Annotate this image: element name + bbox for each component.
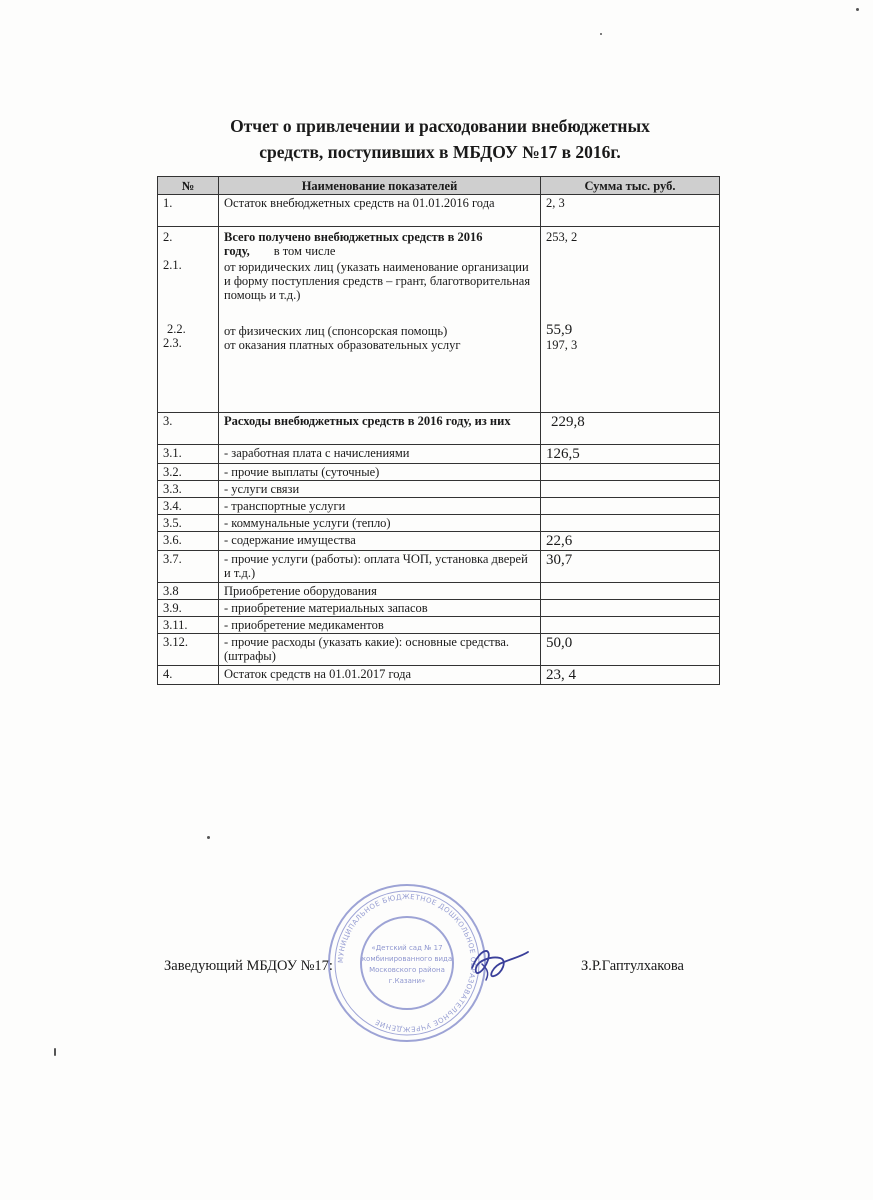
table-row [158, 583, 720, 600]
row-name: - приобретение медикаментов [219, 617, 541, 634]
row-num: 3.2. [158, 464, 219, 481]
name-2-sub: в том числе [273, 244, 336, 258]
row-sum [541, 515, 720, 532]
row-num: 3.12. [158, 634, 219, 666]
table-row [158, 666, 720, 685]
sum-2-3: 197, 3 [546, 338, 578, 352]
handwritten-signature [462, 938, 532, 988]
row-name: Расходы внебюджетных средств в 2016 году, из них [219, 413, 541, 445]
report-title [160, 113, 720, 165]
row-num: 3.8 [158, 583, 219, 600]
svg-text:Московского района: Московского района [369, 966, 445, 974]
table-row [158, 551, 720, 583]
svg-text:МУНИЦИПАЛЬНОЕ БЮДЖЕТНОЕ ДОШКОЛ: МУНИЦИПАЛЬНОЕ БЮДЖЕТНОЕ ДОШКОЛЬНОЕ ОБРАЗОВАТЕЛЬНОЕ УЧРЕЖДЕНИЕ [336, 892, 478, 1034]
row-name: - прочие выплаты (суточные) [219, 464, 541, 481]
svg-text:г.Казани»: г.Казани» [388, 977, 426, 985]
table-header-row [158, 177, 720, 195]
table-row [158, 532, 720, 551]
row-num: 3.9. [158, 600, 219, 617]
table-row-income-block [158, 227, 720, 413]
name-2-main: Всего получено внебюджетных средств в 2016 году, [224, 230, 483, 258]
signature-name: З.Р.Гаптулхакова [581, 958, 684, 974]
title-line-1: Отчет о привлечении и расходовании внебюджетных [230, 116, 650, 136]
row-name: Остаток средств на 01.01.2017 года [219, 666, 541, 685]
svg-text:«Детский сад № 17: «Детский сад № 17 [371, 944, 443, 952]
row-sum: 126,5 [541, 445, 720, 464]
table-row [158, 600, 720, 617]
scan-speck [856, 8, 859, 11]
scan-speck [54, 1048, 56, 1056]
row-sum: 50,0 [541, 634, 720, 666]
row-num: 3.11. [158, 617, 219, 634]
row-name: - приобретение материальных запасов [219, 600, 541, 617]
num-2: 2. [163, 230, 173, 244]
sum-2-2: 55,9 [546, 322, 573, 338]
svg-text:комбинированного вида: комбинированного вида [361, 955, 453, 963]
table-row [158, 515, 720, 532]
row-num: 3.5. [158, 515, 219, 532]
report-table [157, 176, 720, 685]
num-2-3: 2.3. [163, 336, 182, 350]
row-sum: 23, 4 [541, 666, 720, 685]
row-name: Остаток внебюджетных средств на 01.01.2016 года [219, 195, 541, 227]
num-2-1: 2.1. [163, 258, 182, 272]
row-sum: 2, 3 [541, 195, 720, 227]
header-name: Наименование показателей [219, 177, 541, 195]
table-row [158, 498, 720, 515]
table-row [158, 445, 720, 464]
row-num: 1. [158, 195, 219, 227]
table-row [158, 195, 720, 227]
row-name: - прочие расходы (указать какие): основные средства. (штрафы) [219, 634, 541, 666]
title-line-2: средств, поступивших в МБДОУ №17 в 2016г. [259, 142, 621, 162]
row-num: 3.6. [158, 532, 219, 551]
table-row [158, 464, 720, 481]
row-num-block [158, 227, 219, 413]
row-sum: 22,6 [541, 532, 720, 551]
name-2-1: от юридических лиц (указать наименование организации и форму поступления средств – грант, благотворительная помощь и т.д.) [224, 260, 531, 302]
row-sum-block [541, 227, 720, 413]
row-num: 3.7. [158, 551, 219, 583]
row-sum [541, 583, 720, 600]
num-2-2: 2.2. [167, 322, 186, 336]
name-2 [224, 230, 535, 258]
row-name: - содержание имущества [219, 532, 541, 551]
table-row [158, 617, 720, 634]
row-name: - транспортные услуги [219, 498, 541, 515]
row-name: - коммунальные услуги (тепло) [219, 515, 541, 532]
table-row [158, 481, 720, 498]
row-sum [541, 464, 720, 481]
row-name-block [219, 227, 541, 413]
row-sum [541, 481, 720, 498]
sum-2: 253, 2 [546, 230, 578, 244]
signature-position: Заведующий МБДОУ №17: [164, 958, 333, 974]
row-num: 3.3. [158, 481, 219, 498]
row-sum [541, 617, 720, 634]
row-sum: 30,7 [541, 551, 720, 583]
row-name: - услуги связи [219, 481, 541, 498]
row-name: Приобретение оборудования [219, 583, 541, 600]
row-name: - заработная плата с начислениями [219, 445, 541, 464]
scan-speck [207, 836, 210, 839]
scan-speck [600, 33, 602, 35]
row-sum: 229,8 [541, 413, 720, 445]
row-sum [541, 498, 720, 515]
header-num: № [158, 177, 219, 195]
row-num: 4. [158, 666, 219, 685]
name-2-2: от физических лиц (спонсорская помощь) [224, 324, 448, 338]
row-num: 3.1. [158, 445, 219, 464]
row-sum [541, 600, 720, 617]
table-row [158, 413, 720, 445]
row-name: - прочие услуги (работы): оплата ЧОП, установка дверей и т.д.) [219, 551, 541, 583]
row-num: 3. [158, 413, 219, 445]
row-num: 3.4. [158, 498, 219, 515]
name-2-3: от оказания платных образовательных услуг [224, 338, 461, 352]
table-row [158, 634, 720, 666]
header-sum: Сумма тыс. руб. [541, 177, 720, 195]
